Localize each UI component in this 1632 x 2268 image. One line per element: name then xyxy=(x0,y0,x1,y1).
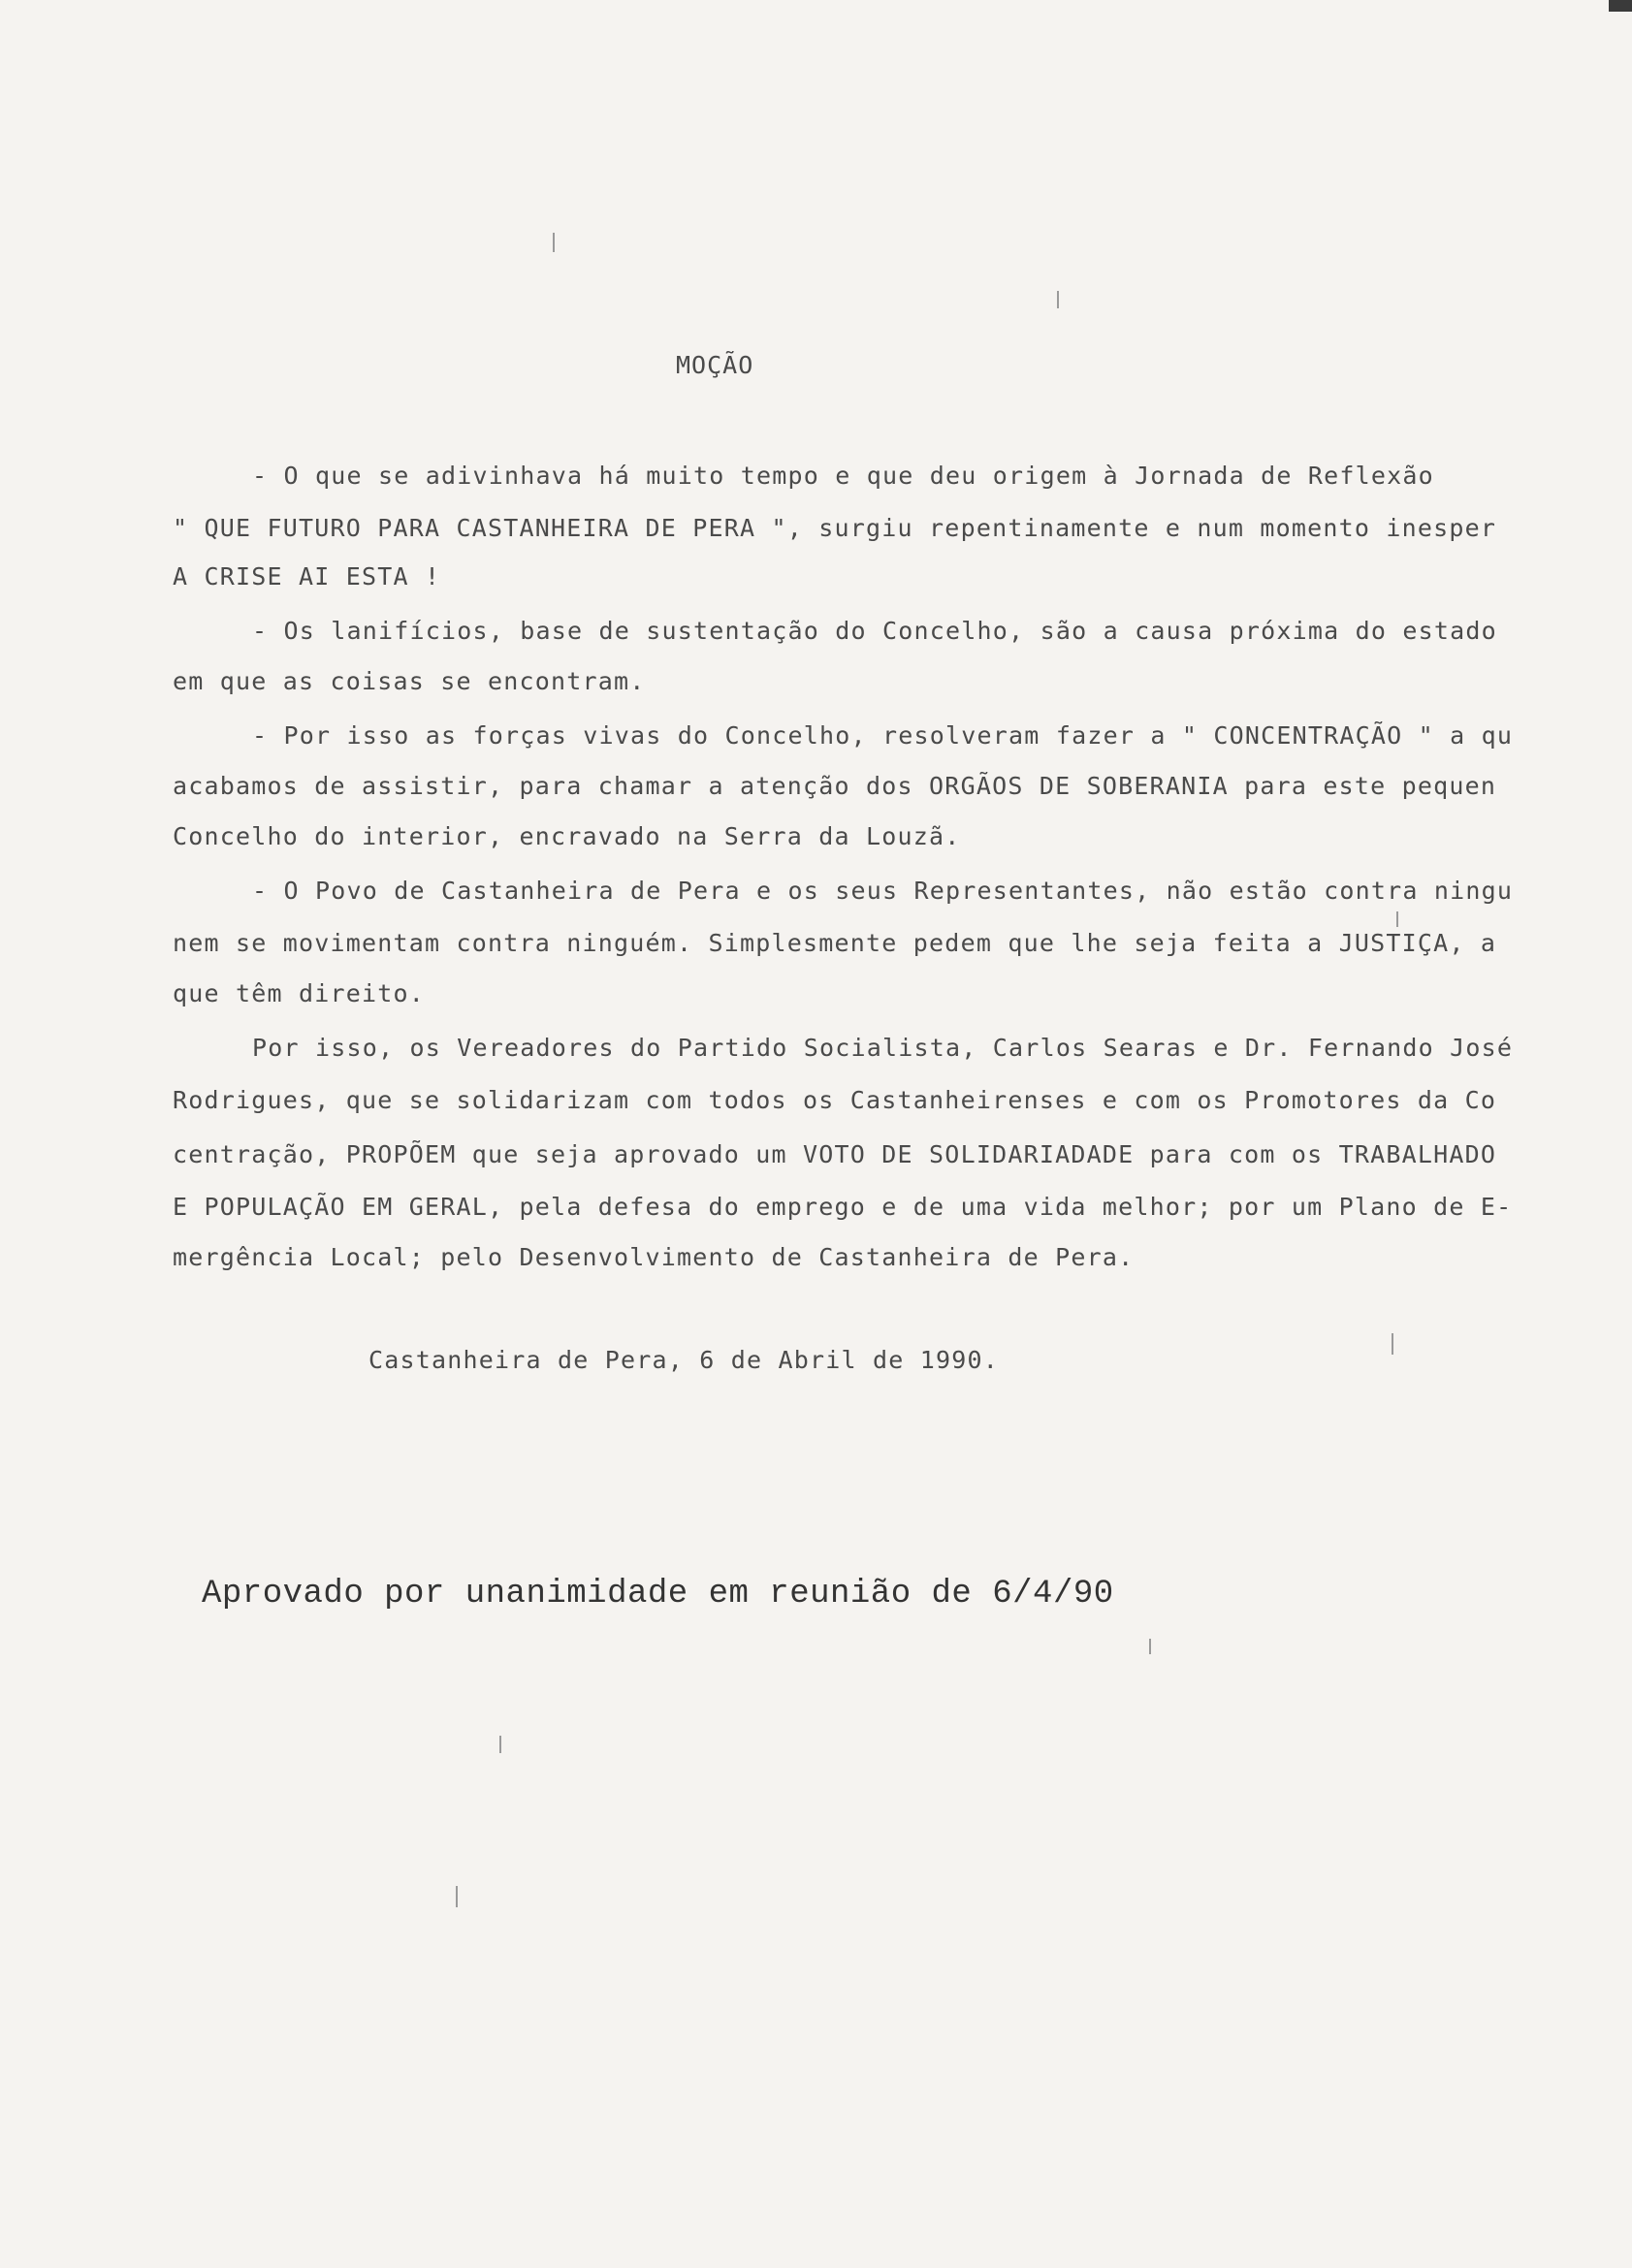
body-line: mergência Local; pelo Desenvolvimento de Castanheira de Pera. xyxy=(173,1243,1135,1271)
body-line: nem se movimentam contra ninguém. Simplesmente pedem que lhe seja feita a JUSTIÇA, a xyxy=(173,929,1497,957)
body-line: Concelho do interior, encravado na Serra da Louzã. xyxy=(173,822,961,850)
body-line: E POPULAÇÃO EM GERAL, pela defesa do emprego e de uma vida melhor; por um Plano de E- xyxy=(173,1193,1513,1221)
approval-note: Aprovado por unanimidade em reunião de 6/4/90 xyxy=(202,1576,1114,1613)
body-line: - Os lanifícios, base de sustentação do Concelho, são a causa próxima do estado xyxy=(252,617,1497,645)
body-line: " QUE FUTURO PARA CASTANHEIRA DE PERA ", surgiu repentinamente e num momento inesper xyxy=(173,514,1497,542)
body-line: acabamos de assistir, para chamar a atenção dos ORGÃOS DE SOBERANIA para este pequen xyxy=(173,772,1497,800)
paper-speck xyxy=(499,1736,501,1753)
body-line: - O que se adivinhava há muito tempo e que deu origem à Jornada de Reflexão xyxy=(252,462,1434,490)
body-line: Por isso, os Vereadores do Partido Socialista, Carlos Searas e Dr. Fernando José xyxy=(252,1034,1514,1062)
paper-speck xyxy=(1392,1333,1393,1355)
body-line: centração, PROPÕEM que seja aprovado um VOTO DE SOLIDARIADADE para com os TRABALHADO xyxy=(173,1140,1497,1168)
body-line: Rodrigues, que se solidarizam com todos os Castanheirenses e com os Promotores da Co xyxy=(173,1086,1497,1114)
paper-speck xyxy=(1396,911,1398,927)
body-line: - Por isso as forças vivas do Concelho, resolveram fazer a " CONCENTRAÇÃO " a qu xyxy=(252,721,1514,750)
paper-speck xyxy=(1149,1639,1151,1654)
paper-speck xyxy=(1057,291,1059,308)
body-line: em que as coisas se encontram. xyxy=(173,667,646,695)
body-line: - O Povo de Castanheira de Pera e os seus Representantes, não estão contra ningu xyxy=(252,877,1514,905)
corner-mark xyxy=(1609,0,1632,12)
document-date: Castanheira de Pera, 6 de Abril de 1990. xyxy=(368,1346,1000,1374)
paper-speck xyxy=(553,233,555,252)
body-line: A CRISE AI ESTA ! xyxy=(173,562,441,591)
document-title: MOÇÃO xyxy=(676,351,754,379)
body-line: que têm direito. xyxy=(173,979,426,1007)
paper-speck xyxy=(456,1886,458,1907)
